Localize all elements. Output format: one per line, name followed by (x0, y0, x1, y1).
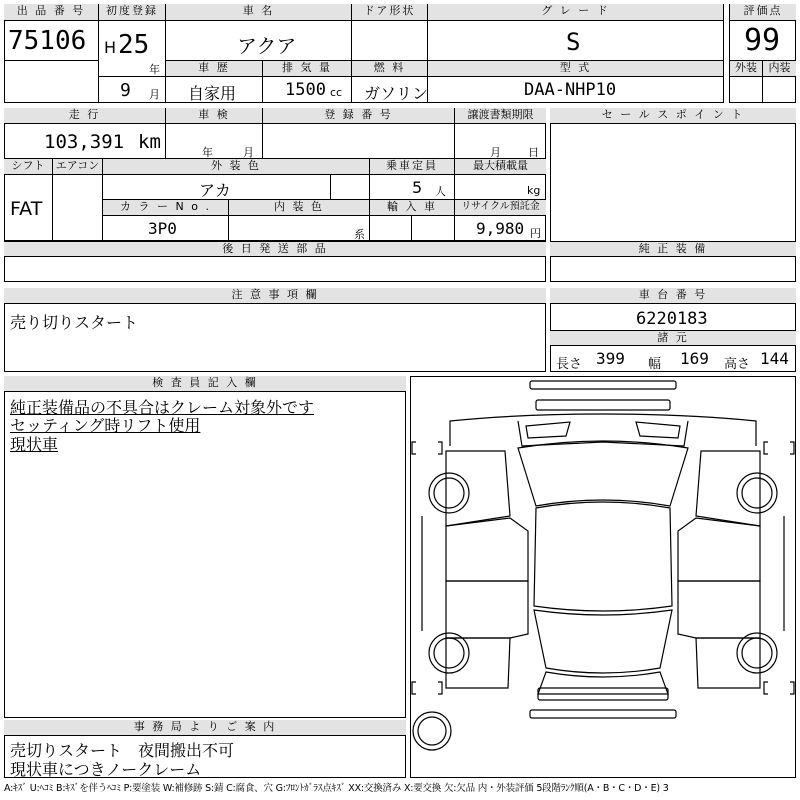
import-label: 輸 入 車 (370, 200, 455, 216)
fuel-value: ガソリン (364, 84, 429, 103)
reg-month: 9 (120, 80, 131, 101)
inspector-line-3: 現状車 (10, 435, 59, 454)
era-letter: H (104, 38, 117, 57)
genuine-label: 純 正 装 備 (550, 241, 796, 257)
spare-wheel (413, 712, 451, 750)
int-color-cell (229, 216, 370, 241)
length-value: 399 (596, 349, 625, 368)
lot-number: 75106 (8, 26, 87, 56)
caution-text: 売り切りスタート (10, 313, 139, 332)
ext-color-label: 外 装 色 (103, 159, 370, 175)
rear-right-fender (696, 638, 760, 688)
aircon-cell (53, 175, 103, 241)
year-unit: 年 (149, 63, 160, 76)
ext-color-extra (331, 175, 370, 200)
front-left-door (446, 518, 528, 581)
inspector-line-1: 純正装備品の不具合はクレーム対象外です (10, 398, 315, 417)
recycle-value: 9,980 (476, 219, 525, 238)
car-diagram (410, 376, 796, 778)
height-value: 144 (760, 349, 789, 368)
ext-color-value: アカ (199, 181, 231, 200)
capacity-label: 乗車定員 (370, 159, 455, 175)
max-load-label: 最大積載量 (455, 159, 546, 175)
width-label: 幅 (648, 357, 662, 372)
import-cell-b (412, 216, 455, 241)
int-color-label: 内 装 色 (229, 200, 370, 216)
color-no-value: 3P0 (148, 219, 177, 238)
inspection-month-unit: 月 (243, 146, 254, 159)
shift-value: FAT (10, 198, 43, 220)
lot-lower (4, 61, 99, 103)
transfer-label: 譲渡書類期限 (455, 108, 546, 124)
model-value: DAA-NHP10 (524, 80, 617, 100)
mileage-value: 103,391 (44, 131, 125, 153)
rear-left-wheel (429, 633, 469, 673)
transfer-day-unit: 日 (528, 146, 539, 159)
inspector-label: 検 査 員 記 入 欄 (4, 376, 406, 392)
office-label: 事 務 局 よ り ご 案 内 (4, 720, 406, 736)
lot-number-label: 出 品 番 号 (4, 4, 99, 21)
trunk (538, 672, 668, 694)
sales-point-label: セ ー ル ス ポ イ ン ト (550, 108, 796, 124)
front-left-wheel (429, 473, 469, 513)
first-reg-label: 初度登録 (99, 4, 166, 21)
door-label: ドア形状 (352, 4, 428, 21)
model-label: 型 式 (428, 61, 724, 77)
front-bumper (530, 381, 676, 389)
mileage-unit: km (138, 131, 161, 153)
rear-left-door (446, 581, 528, 638)
import-cell-a (370, 216, 412, 241)
color-no-label: カ ラ ー N o . (103, 200, 229, 216)
rear-right-wheel (737, 633, 777, 673)
width-value: 169 (680, 349, 709, 368)
shift-label: シフト (4, 159, 53, 175)
rear-left-fender (446, 638, 510, 688)
lot-divider (4, 21, 99, 61)
roof (534, 502, 672, 611)
length-label: 長さ (556, 357, 583, 372)
exterior-eval (730, 77, 763, 103)
front-left-fender (446, 451, 510, 526)
caution-label: 注 意 事 項 欄 (4, 288, 546, 304)
inspector-line-2: セッティング時リフト使用 (10, 416, 201, 435)
displacement-unit: cc (330, 86, 343, 99)
inspection-label: 車 検 (166, 108, 263, 124)
rear-right-door (678, 581, 760, 638)
recycle-label: リサイクル預託金 (455, 200, 546, 216)
transfer-month-unit: 月 (490, 146, 501, 159)
spec-label: 諸 元 (550, 330, 796, 346)
displacement-label: 排 気 量 (263, 61, 352, 77)
capacity-value: 5 (412, 178, 423, 197)
chassis-value: 6220183 (636, 309, 708, 329)
capacity-unit: 人 (435, 185, 446, 198)
grade-value: S (566, 28, 581, 56)
exterior-label: 外装 (730, 61, 763, 77)
history-label: 車 歴 (166, 61, 263, 77)
front-right-fender (696, 451, 760, 526)
fuel-label: 燃 料 (352, 61, 428, 77)
plate-cell (263, 124, 455, 159)
score-value: 99 (744, 23, 781, 58)
windshield (518, 441, 688, 506)
rear-window (534, 610, 672, 673)
plate-label: 登 録 番 号 (263, 108, 455, 124)
history-value: 自家用 (188, 84, 237, 103)
car-name: アクア (237, 34, 297, 58)
month-unit: 月 (149, 88, 160, 101)
interior-label: 内装 (763, 61, 796, 77)
aircon-label: エアコン (53, 159, 103, 175)
max-load-unit: kg (527, 184, 541, 197)
front-right-wheel (737, 473, 777, 513)
mileage-label: 走 行 (4, 108, 166, 124)
height-label: 高さ (724, 357, 751, 372)
office-line-1: 売切りスタート 夜間搬出不可 (10, 741, 235, 760)
door-cell (352, 21, 428, 61)
legend-text: A:ｷｽﾞ U:ﾍｺﾐ B:ｷｽﾞを伴うﾍｺﾐ P:要塗装 W:補修跡 S:錆 C:腐食、穴 G:ﾌﾛﾝﾄｶﾞﾗｽ点ｷｽﾞ XX:交換済み X:要交換 欠:欠品 内・外装評価 5段階ﾗﾝｸ順(A・B・C・D・E) 3 (4, 783, 669, 794)
displacement-value: 1500 (285, 80, 326, 100)
reg-year: 25 (118, 30, 150, 60)
recycle-unit: 円 (530, 227, 541, 240)
grade-label: グ レ ー ド (428, 4, 724, 21)
front-right-door (678, 518, 760, 581)
score-label: 評価点 (730, 4, 796, 21)
chassis-label: 車 台 番 号 (550, 288, 796, 304)
inspection-year-unit: 年 (202, 146, 213, 159)
later-parts-label: 後 日 発 送 部 品 (4, 241, 546, 257)
int-color-unit: 系 (354, 228, 365, 241)
office-line-2: 現状車につきノークレーム (10, 760, 202, 779)
car-name-label: 車 名 (166, 4, 352, 21)
